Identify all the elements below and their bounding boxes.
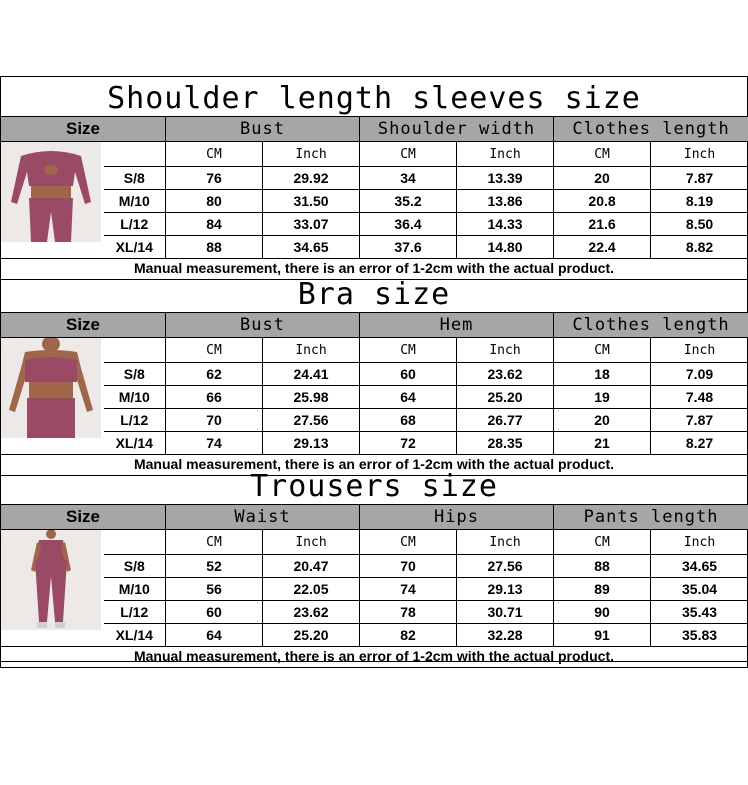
measurement-value: 82 bbox=[360, 624, 457, 647]
table-header-row bbox=[1, 117, 748, 142]
unit-label: CM bbox=[360, 530, 457, 555]
measurement-header: Hips bbox=[360, 505, 554, 530]
blank-cell bbox=[104, 142, 166, 167]
measurement-value: 35.2 bbox=[360, 190, 457, 213]
size-column-header: Size bbox=[1, 505, 166, 530]
measurement-value: 30.71 bbox=[457, 601, 554, 624]
measurement-value: 80 bbox=[166, 190, 263, 213]
unit-label: Inch bbox=[263, 142, 360, 167]
measurement-note: Manual measurement, there is an error of 1-2cm with the actual product. bbox=[0, 454, 748, 476]
measurement-header: Shoulder width bbox=[360, 117, 554, 142]
section-title: Bra size bbox=[297, 277, 451, 312]
measurement-value: 23.62 bbox=[263, 601, 360, 624]
measurement-value: 91 bbox=[554, 624, 651, 647]
measurement-note: Manual measurement, there is an error of 1-2cm with the actual product. bbox=[0, 258, 748, 280]
measurement-value: 7.09 bbox=[651, 363, 748, 386]
measurement-value: 8.82 bbox=[651, 236, 748, 259]
measurement-value: 7.48 bbox=[651, 386, 748, 409]
measurement-value: 29.13 bbox=[457, 578, 554, 601]
measurement-value: 20 bbox=[554, 409, 651, 432]
measurement-value: 29.92 bbox=[263, 167, 360, 190]
measurement-header: Bust bbox=[166, 313, 360, 338]
measurement-value: 32.28 bbox=[457, 624, 554, 647]
measurement-value: 64 bbox=[166, 624, 263, 647]
measurement-value: 20 bbox=[554, 167, 651, 190]
table-header-row bbox=[1, 505, 748, 530]
unit-label: Inch bbox=[457, 338, 554, 363]
table-header-row bbox=[1, 313, 748, 338]
unit-row bbox=[1, 142, 748, 167]
measurement-value: 24.41 bbox=[263, 363, 360, 386]
measurement-value: 29.13 bbox=[263, 432, 360, 455]
unit-label: CM bbox=[554, 530, 651, 555]
sports-bra-photo-icon bbox=[1, 338, 101, 438]
measurement-value: 23.62 bbox=[457, 363, 554, 386]
measurement-value: 33.07 bbox=[263, 213, 360, 236]
measurement-value: 13.39 bbox=[457, 167, 554, 190]
measurement-value: 25.20 bbox=[457, 386, 554, 409]
size-label: S/8 bbox=[104, 555, 166, 578]
size-label: XL/14 bbox=[104, 236, 166, 259]
measurement-value: 64 bbox=[360, 386, 457, 409]
measurement-value: 90 bbox=[554, 601, 651, 624]
table-row bbox=[1, 432, 748, 455]
measurement-header: Clothes length bbox=[554, 117, 748, 142]
unit-row bbox=[1, 530, 748, 555]
measurement-value: 62 bbox=[166, 363, 263, 386]
measurement-value: 21 bbox=[554, 432, 651, 455]
measurement-value: 60 bbox=[360, 363, 457, 386]
size-table bbox=[0, 312, 748, 455]
product-photo-cell bbox=[1, 142, 104, 259]
measurement-value: 70 bbox=[360, 555, 457, 578]
section-bra bbox=[0, 272, 748, 472]
unit-label: Inch bbox=[651, 338, 748, 363]
table-row bbox=[1, 190, 748, 213]
table-row bbox=[1, 624, 748, 647]
measurement-value: 14.33 bbox=[457, 213, 554, 236]
measurement-value: 74 bbox=[166, 432, 263, 455]
measurement-value: 60 bbox=[166, 601, 263, 624]
measurement-value: 8.27 bbox=[651, 432, 748, 455]
size-column-header: Size bbox=[1, 117, 166, 142]
unit-label: Inch bbox=[263, 530, 360, 555]
size-column-header: Size bbox=[1, 313, 166, 338]
measurement-value: 84 bbox=[166, 213, 263, 236]
measurement-value: 25.98 bbox=[263, 386, 360, 409]
size-table bbox=[0, 504, 748, 647]
measurement-value: 13.86 bbox=[457, 190, 554, 213]
measurement-value: 31.50 bbox=[263, 190, 360, 213]
section-title: Shoulder length sleeves size bbox=[107, 81, 641, 116]
measurement-value: 37.6 bbox=[360, 236, 457, 259]
unit-label: CM bbox=[554, 142, 651, 167]
unit-label: CM bbox=[554, 338, 651, 363]
measurement-header: Clothes length bbox=[554, 313, 748, 338]
measurement-value: 78 bbox=[360, 601, 457, 624]
unit-label: Inch bbox=[457, 530, 554, 555]
unit-label: Inch bbox=[651, 530, 748, 555]
measurement-value: 8.50 bbox=[651, 213, 748, 236]
measurement-value: 70 bbox=[166, 409, 263, 432]
section-trousers bbox=[0, 464, 748, 664]
section-title: Trousers size bbox=[250, 469, 498, 504]
measurement-value: 88 bbox=[166, 236, 263, 259]
section-sleeves-top bbox=[0, 76, 748, 276]
table-row bbox=[1, 213, 748, 236]
unit-label: CM bbox=[360, 338, 457, 363]
blank-cell bbox=[104, 338, 166, 363]
table-row bbox=[1, 386, 748, 409]
unit-label: Inch bbox=[263, 338, 360, 363]
size-label: XL/14 bbox=[104, 432, 166, 455]
measurement-value: 27.56 bbox=[457, 555, 554, 578]
measurement-value: 26.77 bbox=[457, 409, 554, 432]
measurement-value: 35.04 bbox=[651, 578, 748, 601]
unit-label: CM bbox=[166, 142, 263, 167]
unit-label: CM bbox=[166, 530, 263, 555]
measurement-value: 7.87 bbox=[651, 409, 748, 432]
size-chart-sheet bbox=[0, 76, 748, 662]
measurement-value: 8.19 bbox=[651, 190, 748, 213]
measurement-value: 35.43 bbox=[651, 601, 748, 624]
unit-row bbox=[1, 338, 748, 363]
size-label: L/12 bbox=[104, 601, 166, 624]
measurement-value: 34.65 bbox=[651, 555, 748, 578]
size-label: M/10 bbox=[104, 190, 166, 213]
measurement-value: 20.8 bbox=[554, 190, 651, 213]
size-label: S/8 bbox=[104, 363, 166, 386]
measurement-value: 52 bbox=[166, 555, 263, 578]
measurement-value: 19 bbox=[554, 386, 651, 409]
size-label: L/12 bbox=[104, 213, 166, 236]
measurement-value: 68 bbox=[360, 409, 457, 432]
measurement-value: 25.20 bbox=[263, 624, 360, 647]
measurement-value: 66 bbox=[166, 386, 263, 409]
measurement-header: Waist bbox=[166, 505, 360, 530]
measurement-note: Manual measurement, there is an error of 1-2cm with the actual product. bbox=[0, 646, 748, 668]
size-label: M/10 bbox=[104, 386, 166, 409]
measurement-value: 56 bbox=[166, 578, 263, 601]
table-row bbox=[1, 601, 748, 624]
unit-label: CM bbox=[166, 338, 263, 363]
measurement-value: 35.83 bbox=[651, 624, 748, 647]
measurement-value: 22.05 bbox=[263, 578, 360, 601]
measurement-value: 27.56 bbox=[263, 409, 360, 432]
measurement-value: 34.65 bbox=[263, 236, 360, 259]
measurement-value: 88 bbox=[554, 555, 651, 578]
table-row bbox=[1, 167, 748, 190]
measurement-value: 7.87 bbox=[651, 167, 748, 190]
table-row bbox=[1, 555, 748, 578]
table-row bbox=[1, 409, 748, 432]
size-label: L/12 bbox=[104, 409, 166, 432]
measurement-value: 21.6 bbox=[554, 213, 651, 236]
unit-label: Inch bbox=[457, 142, 554, 167]
size-table bbox=[0, 116, 748, 259]
measurement-header: Hem bbox=[360, 313, 554, 338]
table-row bbox=[1, 236, 748, 259]
measurement-value: 72 bbox=[360, 432, 457, 455]
product-photo-cell bbox=[1, 338, 104, 455]
measurement-value: 76 bbox=[166, 167, 263, 190]
measurement-header: Pants length bbox=[554, 505, 748, 530]
product-photo-cell bbox=[1, 530, 104, 647]
size-label: S/8 bbox=[104, 167, 166, 190]
unit-label: Inch bbox=[651, 142, 748, 167]
size-label: XL/14 bbox=[104, 624, 166, 647]
unit-label: CM bbox=[360, 142, 457, 167]
table-row bbox=[1, 578, 748, 601]
measurement-value: 89 bbox=[554, 578, 651, 601]
long-sleeve-crop-top-photo-icon bbox=[1, 142, 101, 242]
measurement-value: 74 bbox=[360, 578, 457, 601]
measurement-value: 20.47 bbox=[263, 555, 360, 578]
measurement-value: 22.4 bbox=[554, 236, 651, 259]
table-row bbox=[1, 363, 748, 386]
measurement-value: 36.4 bbox=[360, 213, 457, 236]
blank-cell bbox=[104, 530, 166, 555]
measurement-value: 34 bbox=[360, 167, 457, 190]
measurement-value: 14.80 bbox=[457, 236, 554, 259]
leggings-photo-icon bbox=[1, 530, 101, 630]
measurement-header: Bust bbox=[166, 117, 360, 142]
size-label: M/10 bbox=[104, 578, 166, 601]
measurement-value: 28.35 bbox=[457, 432, 554, 455]
measurement-value: 18 bbox=[554, 363, 651, 386]
